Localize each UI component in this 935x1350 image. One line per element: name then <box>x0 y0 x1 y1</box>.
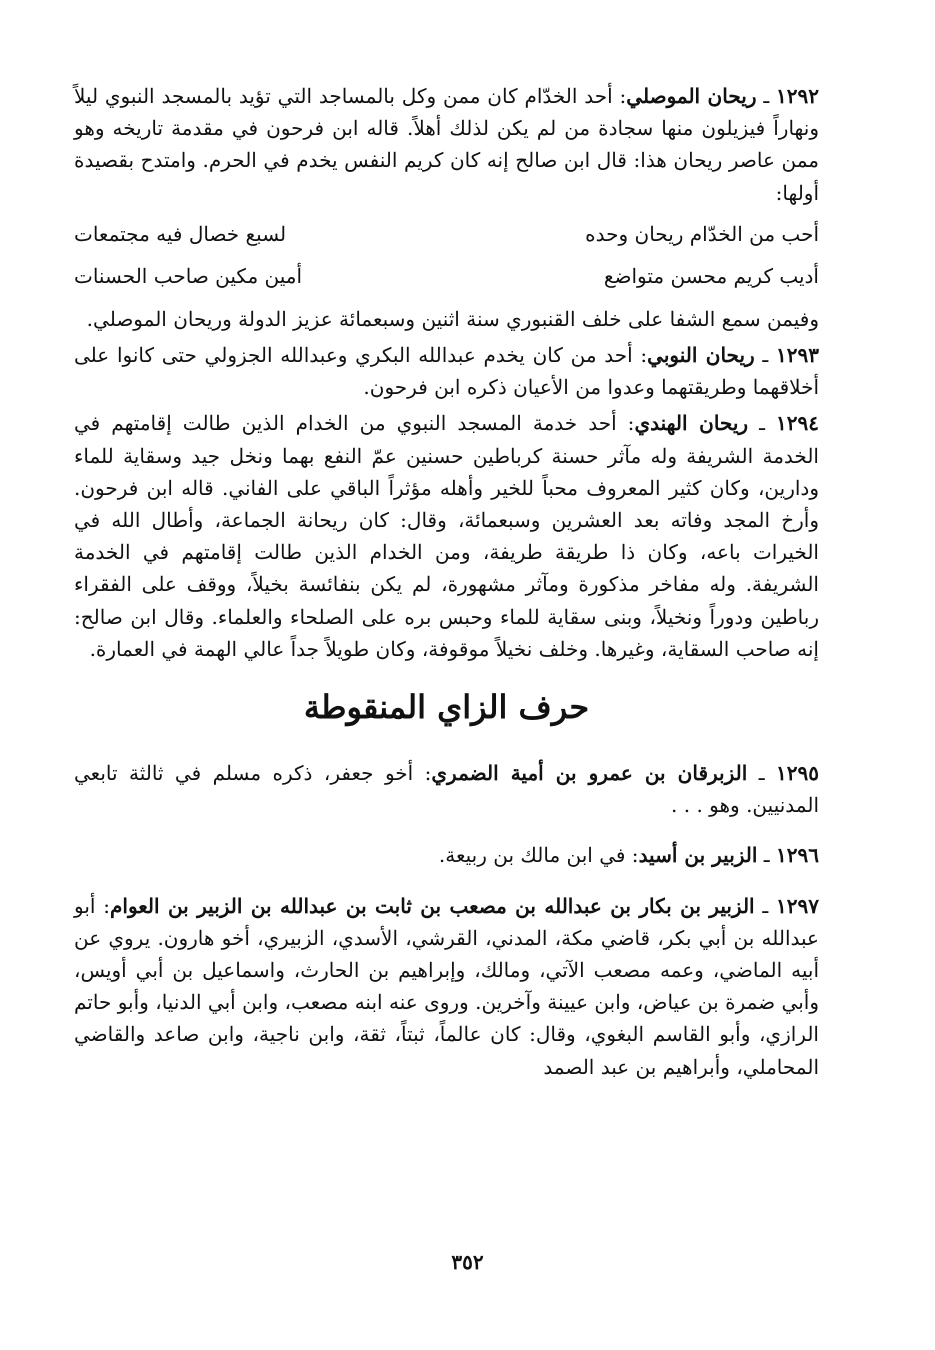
dash: ـ <box>754 343 777 368</box>
spacer <box>74 876 819 890</box>
colon: : <box>616 411 635 436</box>
entry-1294 <box>74 407 819 665</box>
dash: ـ <box>754 893 777 918</box>
entry-text: أحد من كان يخدم عبدالله البكري وعبدالله الجزولي حتى كانوا على أخلاقهما وطريقتهما وعدوا من الأعيان ذكره ابن فرحون. <box>74 343 819 400</box>
verse-line <box>74 213 819 255</box>
entry-number: ١٢٩٣ <box>776 343 819 368</box>
verse-second-hemistich: لسبع خصال فيه مجتمعات <box>74 221 287 246</box>
dash: ـ <box>747 761 777 786</box>
entry-number: ١٢٩٢ <box>776 84 819 108</box>
page-number: ٣٥٢ <box>451 1250 484 1274</box>
dash: ـ <box>756 84 777 108</box>
colon: : <box>413 761 432 786</box>
entry-heading: الزبير بن بكار بن عبدالله بن مصعب بن ثابت بن عبدالله بن الزبير بن العوام <box>110 893 755 918</box>
entry-heading: ريحان النوبي <box>647 343 755 368</box>
entry-heading: الزبير بن أسيد <box>638 843 758 868</box>
verse-first-hemistich: أديب كريم محسن متواضع <box>603 263 819 288</box>
entry-number: ١٢٩٧ <box>776 893 819 918</box>
after-verses-paragraph: وفيمن سمع الشفا على خلف القنبوري سنة اثنين وسبعمائة عزيز الدولة وريحان الموصلي. <box>86 306 819 331</box>
entry-1297 <box>74 890 819 1083</box>
entry-text: أبو عبدالله بن أبي بكر، قاضي مكة، المدني، القرشي، الأسدي، الزبيري، أخو هارون. يروي عن أبيه الماضي، وعمه مصعب الآتي، ومالك، وإبراهيم بن الحارث، واسماعيل بن أبي أويس، وأبي ضمرة بن عياض، وابن عيينة وآخرين. وروى عنه ابنه مصعب، وابن أبي الدنيا، وأبو حاتم الرازي، وأبو القاسم البغوي، وقال: كان عالماً، ثبتاً، ثقة، وابن ناجية، وابن صاعد والقاضي المحاملي، وأبراهيم بن عبد الصمد <box>74 893 819 1079</box>
section-title: حرف الزاي المنقوطة <box>303 688 590 727</box>
colon: : <box>625 843 639 868</box>
colon: : <box>95 893 110 918</box>
dash: ـ <box>757 843 777 868</box>
verse-second-hemistich: أمين مكين صاحب الحسنات <box>74 263 303 288</box>
entry-1295 <box>74 757 819 821</box>
entry-text: في ابن مالك بن ربيعة. <box>438 843 626 868</box>
verse-first-hemistich: أحب من الخدّام ريحان وحده <box>585 221 819 246</box>
entry-heading: ريحان الموصلي <box>626 84 757 108</box>
entry-number: ١٢٩٦ <box>776 843 819 868</box>
colon: : <box>612 84 627 108</box>
colon: : <box>632 343 648 368</box>
entry-text: أحد خدمة المسجد النبوي من الخدام الذين طالت إقامتهم في الخدمة الشريفة وله مآثر حسنة كرباطين حسنين عمّ النفع بهما ونخل جيد وسقاية للماء ودارين، وكان كثير المعروف محباً للخير وأهله مؤثراً الباقي على الفاني. قاله ابن فرحون. وأرخ المجد وفاته بعد العشرين وسبعمائة، وقال: كان ريحانة الجماعة، وأطال الله في الخيرات باعه، وكان ذا طريقة طريفة، ومن الخدام الذين طالت إقامتهم في الخدمة الشريفة. وله مفاخر مذكورة ومآثر مشهورة، لم يكن بنفائسة بخيلاً، ووقف على الفقراء رباطين ودوراً ونخيلاً، وبنى سقاية للماء وحبس بره على الصلحاء والعلماء. وقال ابن صالح: إنه صاحب السقاية، وغيرها. وخلف نخيلاً موقوفة، وكان طويلاً جداً عالي الهمة في العمارة. <box>74 411 819 661</box>
entry-heading: الزبرقان بن عمرو بن أمية الضمري <box>431 761 748 786</box>
verse-line <box>74 255 819 297</box>
dash: ـ <box>748 411 777 436</box>
poem-verses <box>74 213 819 297</box>
entry-number: ١٢٩٥ <box>776 761 819 786</box>
spacer <box>74 825 819 839</box>
entry-number: ١٢٩٤ <box>776 411 819 436</box>
entry-heading: ريحان الهندي <box>634 411 749 436</box>
entry-1292 <box>74 80 819 209</box>
entry-1296 <box>74 839 819 871</box>
entry-text: أخو جعفر، ذكره مسلم في ثالثة تابعي المدنيين. وهو . . . <box>74 761 819 818</box>
entry-1293 <box>74 339 819 403</box>
entry-text: أحد الخدّام كان ممن وكل بالمساجد التي تؤيد بالمسجد النبوي ليلاً ونهاراً فيزيلون منها سجادة من لم يكن لذلك أهلاً. قاله ابن فرحون في مقدمة تاريخه وهو ممن عاصر ريحان هذا: قال ابن صالح إنه كان كريم النفس يخدم في الحرم. وامتدح بقصيدة أولها: <box>74 84 819 205</box>
